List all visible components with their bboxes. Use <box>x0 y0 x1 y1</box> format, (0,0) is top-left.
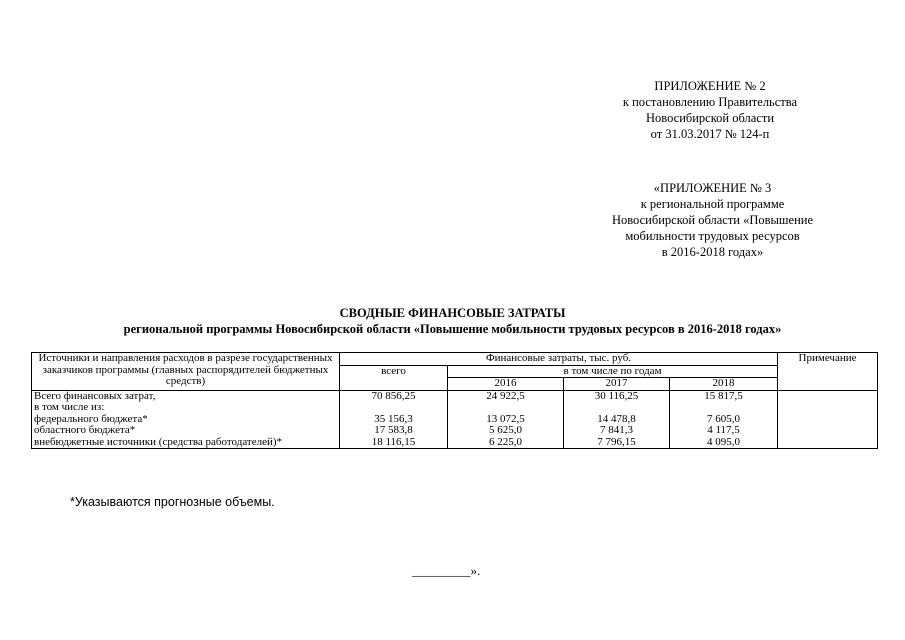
cell-2017: 30 116,25 <box>564 390 670 402</box>
header-costs: Финансовые затраты, тыс. руб. <box>340 353 778 366</box>
header-sources: Источники и направления расходов в разрезе государственных заказчиков программы (главных распорядителей бюджетных средств) <box>32 353 340 391</box>
appendix-line: к постановлению Правительства <box>622 95 798 109</box>
row-label: областного бюджета* <box>32 425 340 437</box>
document-subtitle: региональной программы Новосибирской области «Повышение мобильности трудовых ресурсов в 2016-2018 годах» <box>123 322 782 336</box>
appendix-line: мобильности трудовых ресурсов <box>625 229 800 243</box>
appendix-3-header <box>590 180 835 260</box>
cell-note <box>778 414 878 426</box>
table-row <box>32 390 878 402</box>
table-row <box>32 402 878 414</box>
document-title: СВОДНЫЕ ФИНАНСОВЫЕ ЗАТРАТЫ <box>339 306 566 320</box>
footnote: *Указываются прогнозные объемы. <box>70 495 275 509</box>
cell-note <box>778 425 878 437</box>
appendix-line: в 2016-2018 годах» <box>661 245 764 259</box>
cell-total: 70 856,25 <box>340 390 448 402</box>
cell-2017: 7 841,3 <box>564 425 670 437</box>
cell-2018: 7 605,0 <box>670 414 778 426</box>
row-label: Всего финансовых затрат, <box>32 390 340 402</box>
header-by-years: в том числе по годам <box>448 365 778 378</box>
appendix-2-header <box>600 78 820 142</box>
header-year-2017: 2017 <box>564 378 670 391</box>
cell-2017: 7 796,15 <box>564 437 670 449</box>
row-label: федерального бюджета* <box>32 414 340 426</box>
header-note: Примечание <box>778 353 878 391</box>
table-row <box>32 414 878 426</box>
cell-2018: 4 117,5 <box>670 425 778 437</box>
cell-total: 17 583,8 <box>340 425 448 437</box>
cell-2016: 6 225,0 <box>448 437 564 449</box>
cell-total: 35 156,3 <box>340 414 448 426</box>
cell-note <box>778 437 878 449</box>
appendix-line: к региональной программе <box>640 197 785 211</box>
table-row <box>32 437 878 449</box>
appendix-line: «ПРИЛОЖЕНИЕ № 3 <box>653 181 772 195</box>
appendix-line: от 31.03.2017 № 124-п <box>650 127 770 141</box>
cell-2016: 5 625,0 <box>448 425 564 437</box>
cell-note <box>778 402 878 414</box>
header-total: всего <box>340 365 448 390</box>
cell-2018 <box>670 402 778 414</box>
header-year-2016: 2016 <box>448 378 564 391</box>
closing-mark: _________». <box>412 563 481 578</box>
row-label: в том числе из: <box>32 402 340 414</box>
appendix-line: ПРИЛОЖЕНИЕ № 2 <box>654 79 766 93</box>
appendix-line: Новосибирской области «Повышение <box>611 213 814 227</box>
row-label: внебюджетные источники (средства работодателей)* <box>32 437 340 449</box>
cell-2016: 13 072,5 <box>448 414 564 426</box>
cell-2017: 14 478,8 <box>564 414 670 426</box>
cell-note <box>778 390 878 402</box>
header-year-2018: 2018 <box>670 378 778 391</box>
appendix-line: Новосибирской области <box>645 111 775 125</box>
cell-2018: 4 095,0 <box>670 437 778 449</box>
cell-total: 18 116,15 <box>340 437 448 449</box>
cell-2016 <box>448 402 564 414</box>
cell-2018: 15 817,5 <box>670 390 778 402</box>
cell-total <box>340 402 448 414</box>
cell-2017 <box>564 402 670 414</box>
financial-costs-table <box>31 352 878 449</box>
cell-2016: 24 922,5 <box>448 390 564 402</box>
table-row <box>32 425 878 437</box>
